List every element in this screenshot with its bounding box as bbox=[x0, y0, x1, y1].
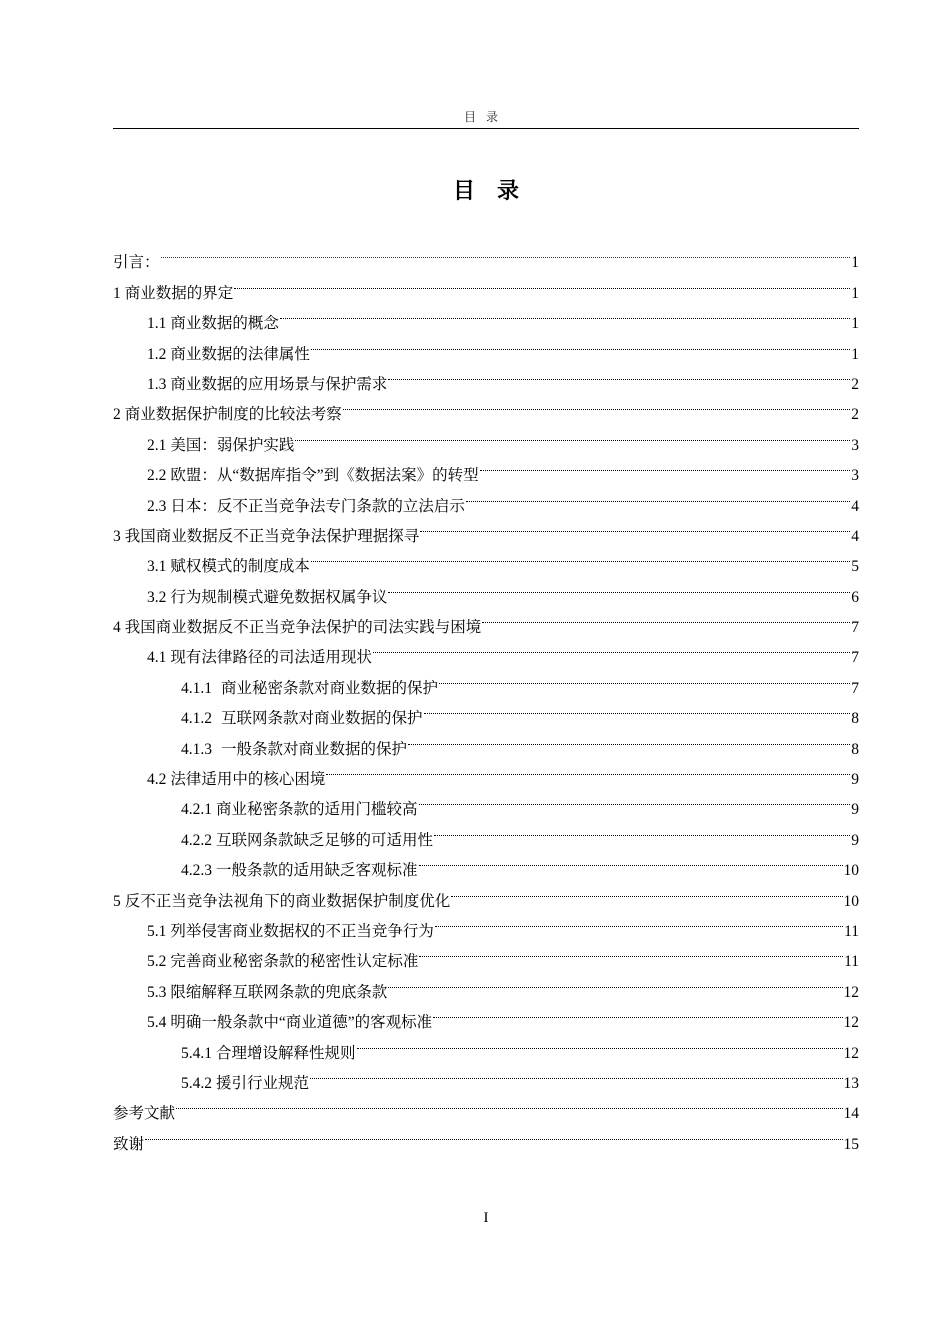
toc-entry-title: 商业数据的应用场景与保护需求 bbox=[170, 375, 388, 393]
toc-entry-title: 致谢 bbox=[113, 1135, 145, 1153]
toc-entry-title: 互联网条款缺乏足够的可适用性 bbox=[216, 831, 434, 849]
toc-entry-page: 1 bbox=[851, 315, 859, 333]
toc-entry-label bbox=[181, 856, 418, 886]
toc-entry-title: 商业秘密条款的适用门槛较高 bbox=[216, 801, 418, 819]
toc-entry-page: 1 bbox=[851, 345, 859, 363]
toc-entry-number: 4.2.1 bbox=[181, 801, 212, 819]
toc-entry-page: 1 bbox=[851, 254, 859, 272]
dot-leader bbox=[388, 571, 850, 601]
toc-entry-page: 2 bbox=[851, 406, 859, 424]
dot-leader bbox=[357, 1027, 843, 1057]
toc-entry-page: 12 bbox=[843, 1044, 859, 1062]
toc-entry-number: 4 bbox=[113, 619, 121, 637]
toc-entry-title: 完善商业秘密条款的秘密性认定标准 bbox=[170, 953, 419, 971]
toc-entry-title: 参考文献 bbox=[113, 1105, 176, 1123]
dot-leader bbox=[310, 1058, 842, 1088]
toc-entry-number: 4.2.2 bbox=[181, 831, 212, 849]
toc-entry-label bbox=[147, 309, 279, 339]
toc-entry[interactable] bbox=[113, 1088, 859, 1123]
toc-entry-title: 法律适用中的核心困境 bbox=[170, 771, 326, 789]
dot-leader bbox=[420, 511, 850, 541]
toc-entry-title: 我国商业数据反不正当竞争法保护的司法实践与困境 bbox=[124, 619, 482, 637]
toc-entry-number: 4.1.3 bbox=[181, 740, 212, 758]
toc-entry-page: 15 bbox=[843, 1135, 859, 1153]
header-rule bbox=[113, 128, 859, 129]
toc-entry-number: 4.2 bbox=[147, 771, 167, 789]
toc-entry-number: 2.1 bbox=[147, 436, 167, 454]
dot-leader bbox=[161, 237, 850, 267]
toc-entry-label bbox=[147, 947, 418, 977]
toc-entry-title: 日本：反不正当竞争法专门条款的立法启示 bbox=[170, 497, 465, 515]
toc-entry-number: 4.2.3 bbox=[181, 862, 212, 880]
toc-entry-number: 3.1 bbox=[147, 558, 167, 576]
toc-entry-page: 2 bbox=[851, 375, 859, 393]
toc-entry-number: 2.2 bbox=[147, 467, 167, 485]
toc-entry-label bbox=[181, 826, 433, 856]
toc-entry[interactable] bbox=[113, 1118, 859, 1153]
dot-leader bbox=[434, 814, 850, 844]
toc-entry-number: 5.4.1 bbox=[181, 1044, 212, 1062]
toc-entry-page: 4 bbox=[851, 497, 859, 515]
toc-entry-title: 明确一般条款中“商业道德”的客观标准 bbox=[170, 1014, 433, 1032]
toc-entry-title: 援引行业规范 bbox=[216, 1074, 310, 1092]
toc-entry-number: 1.3 bbox=[147, 375, 167, 393]
toc-entry-page: 5 bbox=[851, 558, 859, 576]
toc-entry-label bbox=[113, 1130, 144, 1160]
toc-entry-label bbox=[113, 248, 160, 278]
toc-entry-title: 欧盟：从“数据库指令”到《数据法案》的转型 bbox=[170, 467, 479, 485]
toc-entry-title: 我国商业数据反不正当竞争法保护理据探寻 bbox=[124, 527, 420, 545]
page-title: 目录 bbox=[452, 179, 541, 204]
toc-entry-title: 商业数据的法律属性 bbox=[170, 345, 310, 363]
toc-entry-title: 美国：弱保护实践 bbox=[170, 436, 295, 454]
dot-leader bbox=[480, 450, 850, 480]
toc-entry[interactable] bbox=[113, 267, 859, 302]
toc-entry-label bbox=[147, 552, 310, 582]
toc-entry-number: 4.1.1 bbox=[181, 679, 212, 697]
toc-entry-number: 2.3 bbox=[147, 497, 167, 515]
dot-leader bbox=[388, 966, 842, 996]
page-number: I bbox=[483, 1210, 489, 1226]
dot-leader bbox=[311, 328, 850, 358]
toc-entry-number: 1.2 bbox=[147, 345, 167, 363]
toc-entry-number: 1 bbox=[113, 284, 121, 302]
toc-entry-page: 7 bbox=[851, 679, 859, 697]
dot-leader bbox=[373, 632, 850, 662]
toc-entry-number: 2 bbox=[113, 406, 121, 424]
dot-leader bbox=[280, 298, 850, 328]
toc-entry-title: 行为规制模式避免数据权属争议 bbox=[170, 588, 388, 606]
dot-leader bbox=[408, 723, 850, 753]
toc-entry-title: 列举侵害商业数据权的不正当竞争行为 bbox=[170, 922, 434, 940]
dot-leader bbox=[234, 267, 850, 297]
dot-leader bbox=[419, 845, 843, 875]
toc-entry-label bbox=[147, 431, 294, 461]
toc-entry-page: 12 bbox=[843, 983, 859, 1001]
toc-entry-label bbox=[147, 583, 387, 613]
dot-leader bbox=[435, 906, 843, 936]
dot-leader bbox=[419, 936, 843, 966]
toc-entry-page: 13 bbox=[843, 1074, 859, 1092]
dot-leader bbox=[295, 419, 850, 449]
toc-entry-label bbox=[113, 279, 233, 309]
toc-entry-page: 9 bbox=[851, 801, 859, 819]
toc-entry-label bbox=[147, 461, 479, 491]
toc-entry-title: 反不正当竞争法视角下的商业数据保护制度优化 bbox=[124, 892, 451, 910]
dot-leader bbox=[176, 1088, 842, 1118]
dot-leader bbox=[311, 541, 850, 571]
toc-entry-title: 赋权模式的制度成本 bbox=[170, 558, 310, 576]
dot-leader bbox=[439, 662, 850, 692]
toc-entry-number: 1.1 bbox=[147, 315, 167, 333]
toc-entry-number: 3 bbox=[113, 527, 121, 545]
toc-entry-label bbox=[181, 674, 438, 704]
toc-entry-number: 5.4 bbox=[147, 1014, 167, 1032]
toc-entry-label bbox=[147, 917, 434, 947]
toc-entry-number: 5.3 bbox=[147, 983, 167, 1001]
toc-entry-page: 4 bbox=[851, 527, 859, 545]
toc-entry-title: 限缩解释互联网条款的兜底条款 bbox=[170, 983, 388, 1001]
toc-entry-label bbox=[181, 704, 423, 734]
dot-leader bbox=[343, 389, 850, 419]
toc-entry-title: 商业数据的概念 bbox=[170, 315, 279, 333]
toc-entry-number: 4.1.2 bbox=[181, 710, 212, 728]
running-header: 目录 bbox=[463, 110, 508, 124]
toc-entry-label bbox=[147, 978, 387, 1008]
toc-entry-page: 1 bbox=[851, 284, 859, 302]
toc-entry-label bbox=[147, 492, 465, 522]
toc-entry-page: 10 bbox=[843, 892, 859, 910]
toc-entry-number: 5.1 bbox=[147, 922, 167, 940]
toc-entry-label bbox=[147, 643, 372, 673]
toc-entry-number: 5.2 bbox=[147, 953, 167, 971]
toc-entry-page: 9 bbox=[851, 831, 859, 849]
toc-entry-title: 引言： bbox=[113, 254, 160, 272]
toc-entry-page: 7 bbox=[851, 649, 859, 667]
toc-entry-title: 现有法律路径的司法适用现状 bbox=[170, 649, 372, 667]
toc-entry-title: 互联网条款对商业数据的保护 bbox=[221, 710, 423, 728]
toc-entry-page: 9 bbox=[851, 771, 859, 789]
dot-leader bbox=[388, 359, 850, 389]
toc-entry-page: 7 bbox=[851, 619, 859, 637]
toc-entry-title: 一般条款对商业数据的保护 bbox=[221, 740, 408, 758]
dot-leader bbox=[419, 784, 850, 814]
toc-entry-title: 一般条款的适用缺乏客观标准 bbox=[216, 862, 418, 880]
toc-entry-label bbox=[147, 340, 310, 370]
dot-leader bbox=[482, 602, 850, 632]
toc-entry-page: 8 bbox=[851, 710, 859, 728]
toc-entry-title: 商业数据保护制度的比较法考察 bbox=[124, 406, 342, 424]
toc-entry-number: 4.1 bbox=[147, 649, 167, 667]
toc-entry-label bbox=[147, 765, 325, 795]
toc-entry-page: 3 bbox=[851, 436, 859, 454]
toc-entry-page: 11 bbox=[844, 922, 859, 940]
toc-entry-number: 5 bbox=[113, 892, 121, 910]
toc-entry-title: 商业数据的界定 bbox=[124, 284, 234, 302]
dot-leader bbox=[433, 997, 842, 1027]
toc-entry-page: 6 bbox=[851, 588, 859, 606]
dot-leader bbox=[451, 875, 842, 905]
table-of-contents bbox=[113, 237, 859, 1153]
toc-entry-label bbox=[113, 887, 450, 917]
toc-entry-title: 合理增设解释性规则 bbox=[216, 1044, 356, 1062]
toc-entry[interactable] bbox=[113, 237, 859, 272]
toc-entry-number: 5.4.2 bbox=[181, 1074, 212, 1092]
dot-leader bbox=[424, 693, 850, 723]
toc-entry-label bbox=[181, 795, 418, 825]
toc-entry-page: 11 bbox=[844, 953, 859, 971]
toc-entry-page: 14 bbox=[843, 1105, 859, 1123]
toc-entry-number: 3.2 bbox=[147, 588, 167, 606]
toc-entry-page: 3 bbox=[851, 467, 859, 485]
toc-entry-page: 8 bbox=[851, 740, 859, 758]
toc-entry-title: 商业秘密条款对商业数据的保护 bbox=[221, 679, 439, 697]
dot-leader bbox=[326, 754, 850, 784]
dot-leader bbox=[145, 1118, 842, 1148]
dot-leader bbox=[466, 480, 850, 510]
toc-entry-page: 10 bbox=[843, 862, 859, 880]
toc-entry-page: 12 bbox=[843, 1014, 859, 1032]
